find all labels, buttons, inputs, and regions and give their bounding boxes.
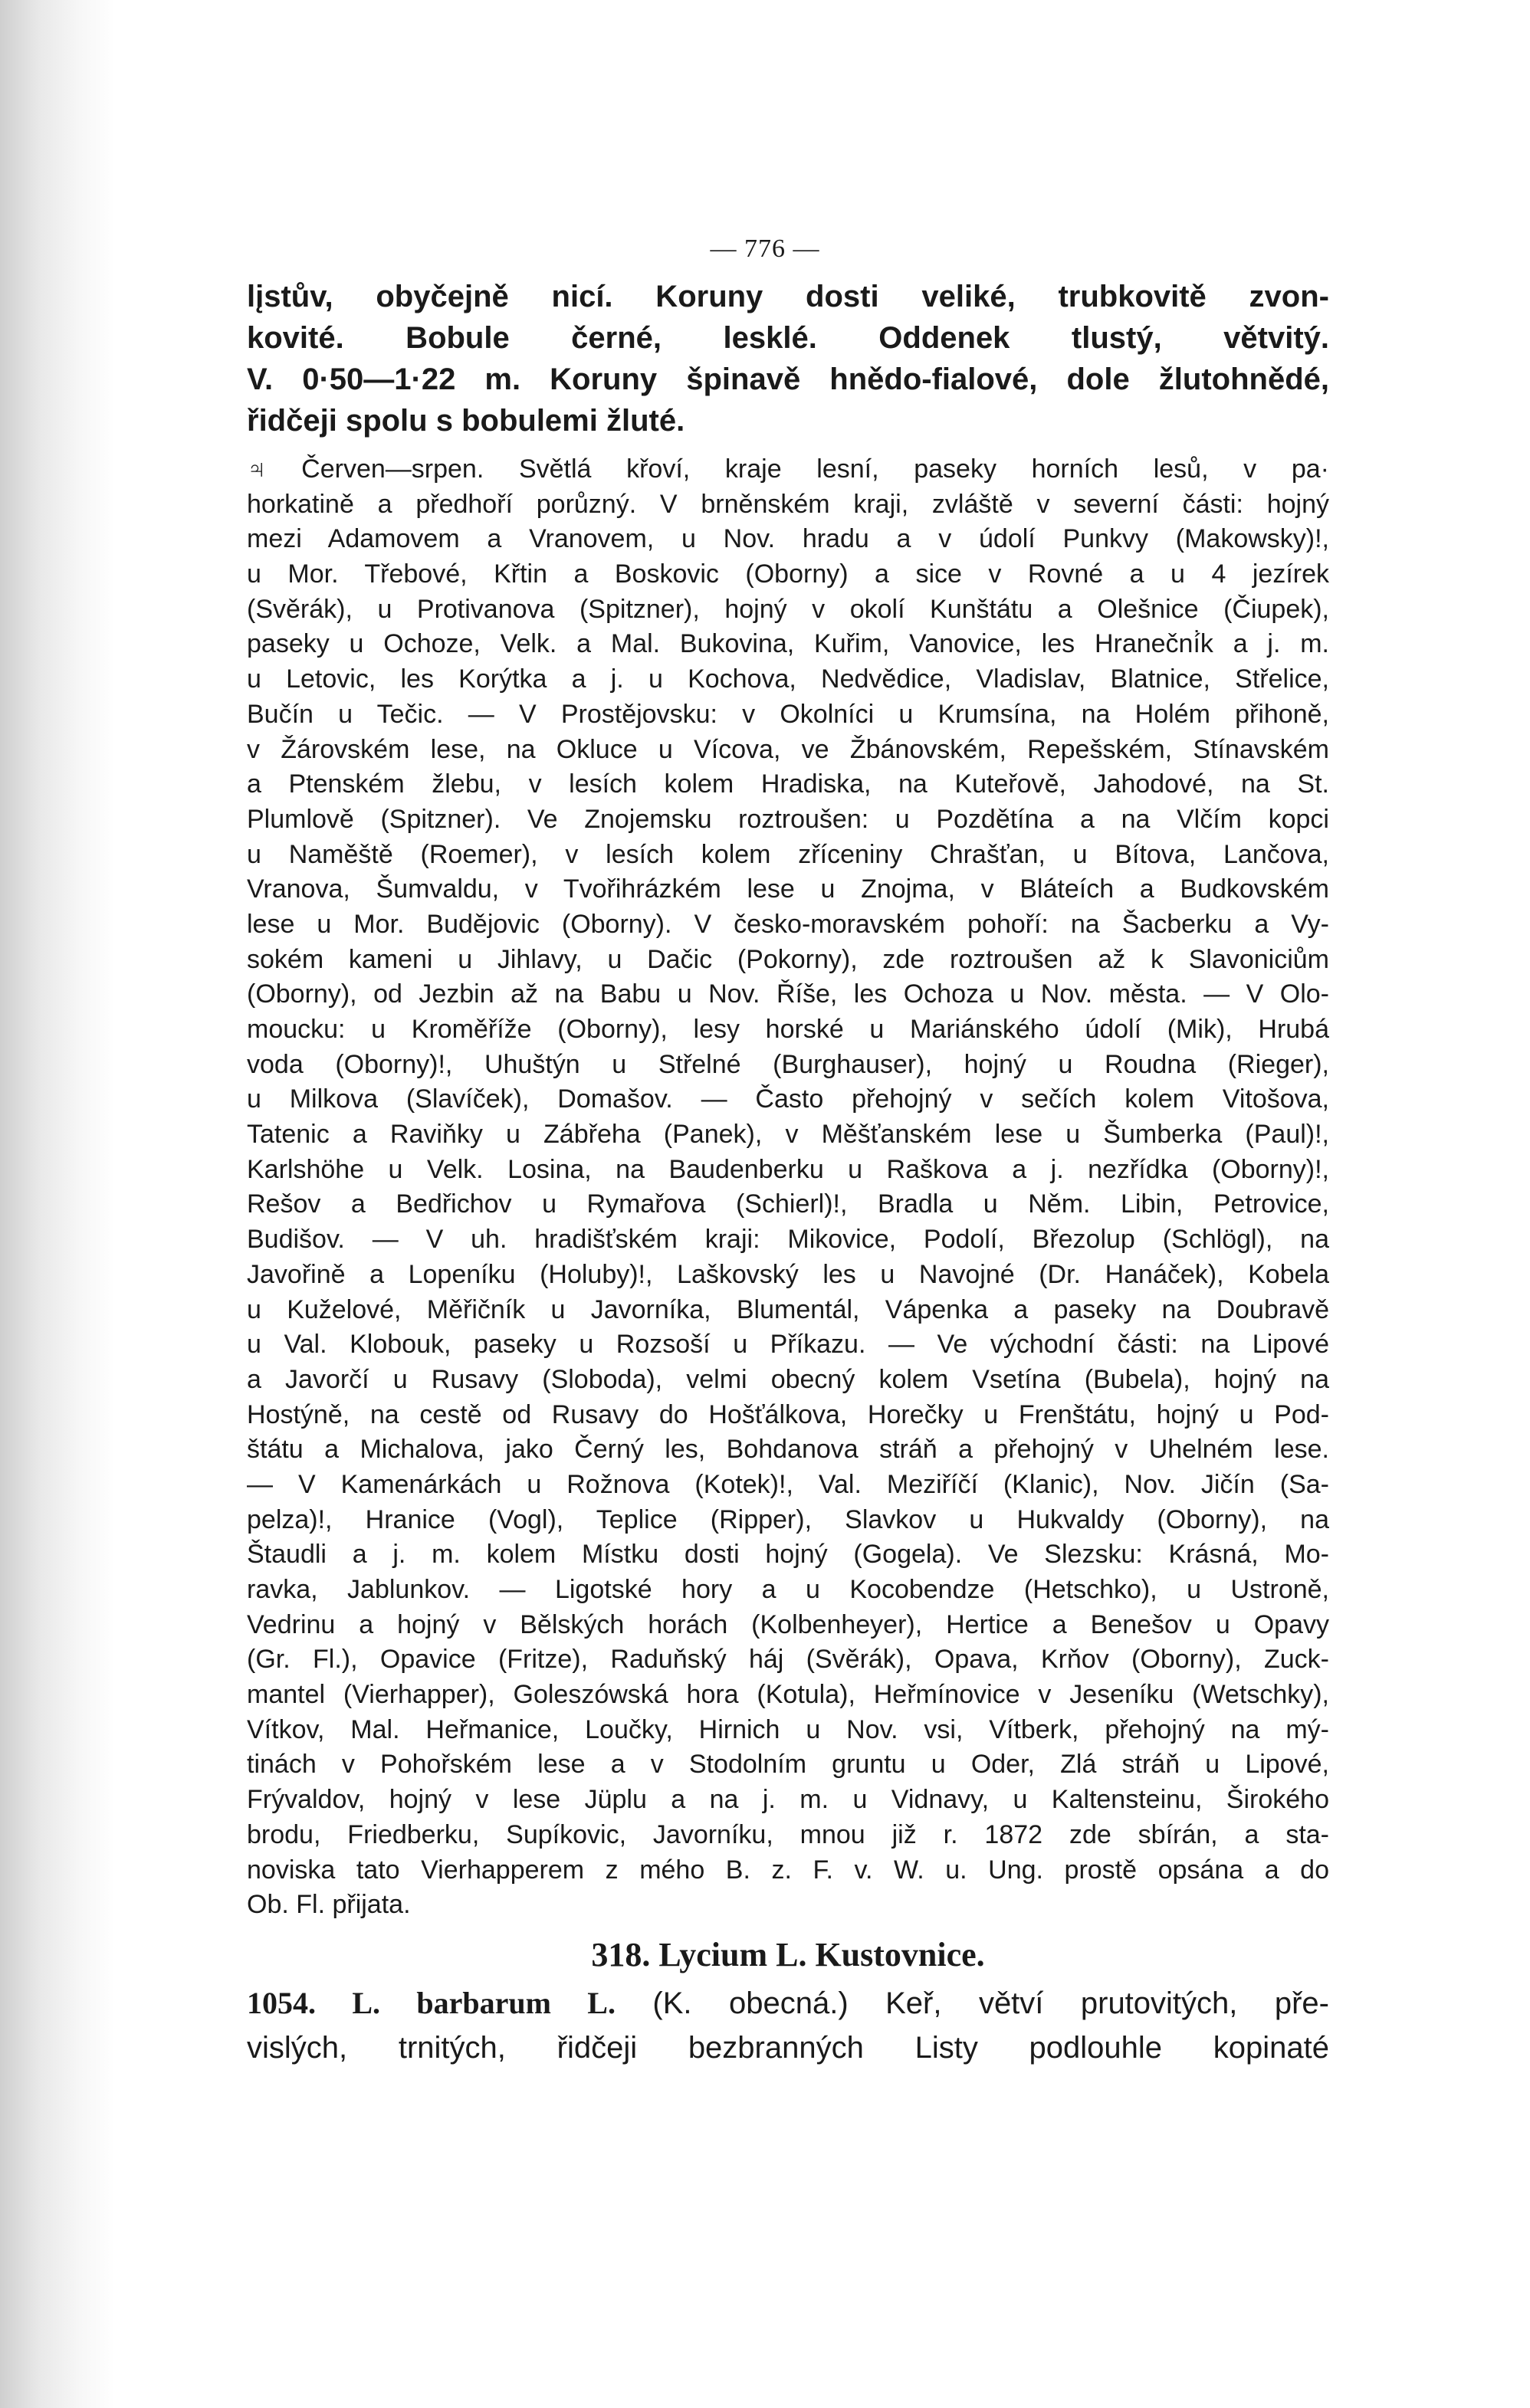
body-line: horkatině a předhoří porůzný. V brněnském kraji, zvláště v severní části: hojný (247, 489, 1329, 519)
body-line: (Svěrák), u Protivanova (Spitzner), hojný v okolí Kunštátu a Olešnice (Čiupek), (247, 594, 1329, 624)
body-line: Rešov a Bedřichov u Rymařova (Schierl)!, Bradla u Něm. Libin, Petrovice, (247, 1189, 1329, 1219)
lead-paragraph (247, 276, 1329, 441)
body-line: u Milkova (Slavíček), Domašov. — Často přehojný v sečích kolem Vitošova, (247, 1084, 1329, 1114)
body-line: voda (Oborny)!, Uhuštýn u Střelné (Burghauser), hojný u Roudna (Rieger), (247, 1049, 1329, 1079)
body-line: a Javorčí u Rusavy (Sloboda), velmi obecný kolem Vsetína (Bubela), hojný na (247, 1364, 1329, 1394)
species-entry-line-2: vislých, trnitých, řidčeji bezbranných Listy podlouhle kopinaté (247, 2030, 1329, 2065)
distribution-paragraph (247, 452, 1329, 1923)
page-number: — 776 — (710, 235, 820, 263)
book-spine-shadow (0, 0, 115, 2408)
species-description-start: (K. obecná.) Keř, větví prutovitých, pře- (615, 1986, 1329, 2020)
body-line: Ob. Fl. přijata. (247, 1890, 411, 1920)
body-line: Karlshöhe u Velk. Losina, na Baudenberku u Raškova a j. nezřídka (Oborny)!, (247, 1154, 1329, 1184)
body-line: u Naměště (Roemer), v lesích kolem zříceniny Chrašťan, u Bítova, Lančova, (247, 839, 1329, 869)
body-line: u Kuželové, Měřičník u Javorníka, Blumentál, Vápenka a paseky na Doubravě (247, 1294, 1329, 1324)
body-line: noviska tato Vierhapperem z mého B. z. F. v. W. u. Ung. prostě opsána a do (247, 1855, 1329, 1885)
body-line: u Val. Klobouk, paseky u Rozsoší u Příkazu. — Ve východní části: na Lipové (247, 1330, 1329, 1360)
body-line: Bučín u Tečic. — V Prostějovsku: v Okolníci u Krumsína, na Holém přihoně, (247, 699, 1329, 729)
body-line: u Mor. Třebové, Křtin a Boskovic (Oborny) a sice v Rovné a u 4 jezírek (247, 559, 1329, 589)
body-line: a Ptenském žlebu, v lesích kolem Hradiska, na Kuteřově, Jahodové, na St. (247, 769, 1329, 799)
body-line: — V Kamenárkách u Rožnova (Kotek)!, Val. Meziříčí (Klanic), Nov. Jičín (Sa- (247, 1469, 1329, 1499)
body-line: paseky u Ochoze, Velk. a Mal. Bukovina, Kuřim, Vanovice, les Hraneční̇k a j. m. (247, 629, 1329, 659)
body-line: štátu a Michalova, jako Černý les, Bohdanova stráň a přehojný v Uhelném lese. (247, 1435, 1329, 1465)
body-line: Plumlově (Spitzner). Ve Znojemsku roztroušen: u Pozdětína a na Vlčím kopci (247, 804, 1329, 834)
genus-heading: 318. Lycium L. Kustovnice. (591, 1935, 985, 1973)
body-line: sokém kameni u Jihlavy, u Dačic (Pokorny), zde roztroušen až k Slavoniciům (247, 944, 1329, 974)
body-line: tinách v Pohořském lese a v Stodolním gruntu u Oder, Zlá stráň u Lipové, (247, 1750, 1329, 1780)
body-line: v Žárovském lese, na Okluce u Vícova, ve Žbánovském, Repešském, Stínavském (247, 734, 1329, 764)
body-line: moucku: u Kroměříže (Oborny), lesy horské u Mariánského údolí (Mik), Hrubá (247, 1015, 1329, 1044)
body-line: lese u Mor. Budějovic (Oborny). V česko-moravském pohoří: na Šacberku a Vy- (247, 909, 1329, 939)
body-line: Vranova, Šumvaldu, v Tvořihrázkém lese u Znojma, v Bláteích a Budkovském (247, 874, 1329, 904)
body-line: (Gr. Fl.), Opavice (Fritze), Raduňský háj (Svěrák), Opava, Krňov (Oborny), Zuck- (247, 1645, 1329, 1675)
body-line: mantel (Vierhapper), Goleszówská hora (Kotula), Heřmínovice v Jeseníku (Wetschky), (247, 1680, 1329, 1710)
body-line: Javořině a Lopeníku (Holuby)!, Laškovský les u Navojné (Dr. Hanáček), Kobela (247, 1259, 1329, 1289)
lead-line: V. 0·50—1·22 m. Koruny špinavě hnědo-fialové, dole žlutohnědé, (247, 363, 1329, 396)
body-line: (Oborny), od Jezbin až na Babu u Nov. Říše, les Ochoza u Nov. města. — V Olo- (247, 979, 1329, 1009)
body-line: Frývaldov, hojný v lese Jüplu a na j. m. u Vidnavy, u Kaltensteinu, Širokého (247, 1785, 1329, 1815)
body-line: ravka, Jablunkov. — Ligotské hory a u Kocobendze (Hetschko), u Ustroně, (247, 1575, 1329, 1604)
body-line: u Letovic, les Korýtka a j. u Kochova, Nedvědice, Vladislav, Blatnice, Střelice, (247, 664, 1329, 694)
body-line: Štaudli a j. m. kolem Místku dosti hojný (Gogela). Ve Slezsku: Krásná, Mo- (247, 1540, 1329, 1570)
body-line: mezi Adamovem a Vranovem, u Nov. hradu a v údolí Punkvy (Makowsky)!, (247, 524, 1329, 554)
body-line: Vedrinu a hojný v Bělských horách (Kolbenheyer), Hertice a Benešov u Opavy (247, 1609, 1329, 1639)
body-line: Tatenic a Raviňky u Zábřeha (Panek), v Měšťanském lese u Šumberka (Paul)!, (247, 1120, 1329, 1150)
lead-line: řidčeji spolu s bobulemi žluté. (247, 404, 685, 438)
body-line: Budišov. — V uh. hradišťském kraji: Mikovice, Podolí, Březolup (Schlögl), na (247, 1225, 1329, 1255)
species-name: 1054. L. barbarum L. (247, 1985, 616, 2020)
body-line: Hostýně, na cestě od Rusavy do Hošťálkova, Horečky u Frenštátu, hojný u Pod- (247, 1399, 1329, 1429)
page-text (247, 276, 1329, 2070)
body-line: ♃ Červen—srpen. Světlá křoví, kraje lesní, paseky horních lesů, v pa· (247, 454, 1329, 484)
lead-line: lįstův, obyčejně nicí. Koruny dosti veliké, trubkovitě zvon- (247, 280, 1329, 313)
body-line: Vítkov, Mal. Heřmanice, Loučky, Hirnich u Nov. vsi, Vítberk, přehojný na mý- (247, 1714, 1329, 1744)
body-line: pelza)!, Hranice (Vogl), Teplice (Ripper), Slavkov u Hukvaldy (Oborny), na (247, 1504, 1329, 1534)
body-line: brodu, Friedberku, Supíkovic, Javorníku, mnou již r. 1872 zde sbírán, a sta- (247, 1819, 1329, 1849)
species-entry-line-1 (247, 1981, 1329, 2026)
lead-line: kovité. Bobule černé, lesklé. Oddenek tlustý, větvitý. (247, 321, 1329, 355)
